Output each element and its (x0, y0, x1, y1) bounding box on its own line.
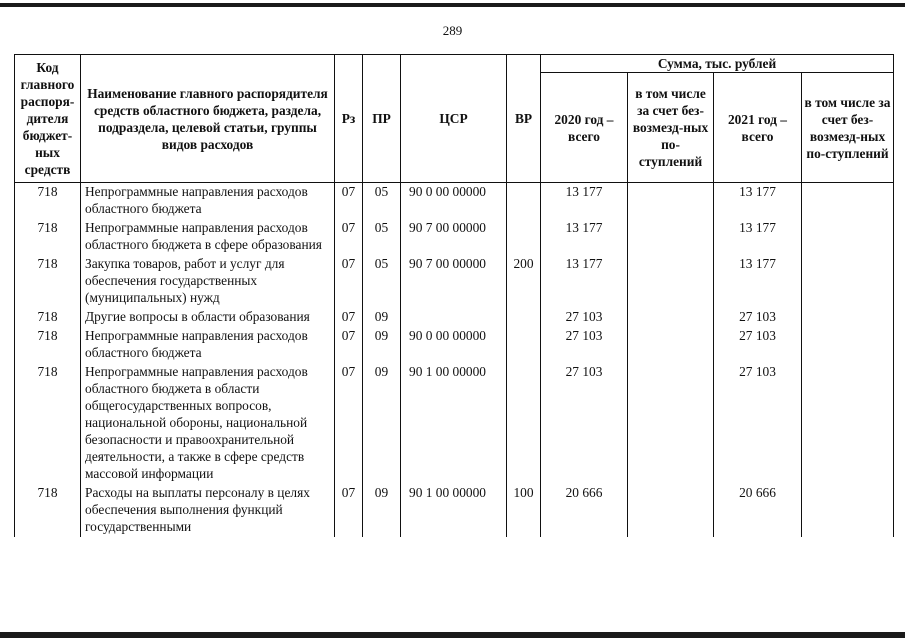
cell-vr: 100 (507, 484, 541, 537)
cell-2021-total: 13 177 (714, 219, 802, 255)
cell-2021-total: 13 177 (714, 183, 802, 220)
table-row (15, 327, 894, 363)
cell-2021-free (802, 363, 894, 484)
header-2020-total: 2020 год – всего (541, 73, 628, 183)
cell-code: 718 (15, 484, 81, 537)
header-csr: ЦСР (401, 55, 507, 183)
cell-vr: 200 (507, 255, 541, 308)
cell-vr (507, 219, 541, 255)
cell-2021-free (802, 327, 894, 363)
cell-code: 718 (15, 219, 81, 255)
table-row (15, 183, 894, 220)
header-2021-total: 2021 год – всего (714, 73, 802, 183)
cell-2020-total: 13 177 (541, 255, 628, 308)
header-rz: Рз (335, 55, 363, 183)
cell-2021-free (802, 255, 894, 308)
cell-2021-total: 27 103 (714, 308, 802, 327)
cell-rz: 07 (335, 363, 363, 484)
bottom-rule (0, 632, 905, 638)
cell-2021-free (802, 219, 894, 255)
cell-code: 718 (15, 183, 81, 220)
cell-2020-free (628, 183, 714, 220)
cell-rz: 07 (335, 183, 363, 220)
cell-2020-free (628, 308, 714, 327)
top-rule (0, 3, 905, 7)
cell-pr: 05 (363, 219, 401, 255)
cell-pr: 09 (363, 327, 401, 363)
header-sum: Сумма, тыс. рублей (541, 55, 894, 73)
cell-2021-free (802, 308, 894, 327)
cell-2020-free (628, 219, 714, 255)
table-row (15, 219, 894, 255)
cell-pr: 09 (363, 363, 401, 484)
cell-2020-total: 13 177 (541, 183, 628, 220)
cell-name: Непрограммные направления расходов областного бюджета (81, 183, 335, 220)
cell-name: Расходы на выплаты персоналу в целях обеспечения выполнения функций государственными (81, 484, 335, 537)
cell-pr: 05 (363, 183, 401, 220)
cell-2020-free (628, 484, 714, 537)
cell-vr (507, 308, 541, 327)
cell-2020-free (628, 327, 714, 363)
header-2021-free: в том числе за счет без-возмезд-ных по-ступлений (802, 73, 894, 183)
cell-2020-total: 27 103 (541, 327, 628, 363)
cell-pr: 09 (363, 308, 401, 327)
cell-name: Другие вопросы в области образования (81, 308, 335, 327)
cell-rz: 07 (335, 484, 363, 537)
cell-2020-total: 13 177 (541, 219, 628, 255)
cell-vr (507, 363, 541, 484)
header-2020-free: в том числе за счет без-возмезд-ных по-ступлений (628, 73, 714, 183)
cell-2020-free (628, 255, 714, 308)
cell-code: 718 (15, 363, 81, 484)
cell-csr: 90 0 00 00000 (401, 183, 507, 220)
header-pr: ПР (363, 55, 401, 183)
cell-2021-total: 13 177 (714, 255, 802, 308)
header-vr: ВР (507, 55, 541, 183)
page-number: 289 (442, 23, 463, 38)
cell-csr: 90 1 00 00000 (401, 484, 507, 537)
cell-code: 718 (15, 308, 81, 327)
cell-2021-total: 27 103 (714, 363, 802, 484)
cell-vr (507, 183, 541, 220)
header-name: Наименование главного распорядителя средств областного бюджета, раздела, подраздела, целевой статьи, группы видов расходов (81, 55, 335, 183)
cell-csr: 90 7 00 00000 (401, 255, 507, 308)
cell-csr (401, 308, 507, 327)
cell-2021-free (802, 183, 894, 220)
cell-vr (507, 327, 541, 363)
cell-code: 718 (15, 255, 81, 308)
cell-code: 718 (15, 327, 81, 363)
table-row (15, 484, 894, 537)
cell-2020-total: 20 666 (541, 484, 628, 537)
cell-csr: 90 1 00 00000 (401, 363, 507, 484)
cell-name: Закупка товаров, работ и услуг для обеспечения государственных (муниципальных) нужд (81, 255, 335, 308)
cell-name: Непрограммные направления расходов областного бюджета в сфере образования (81, 219, 335, 255)
cell-2020-total: 27 103 (541, 308, 628, 327)
cell-rz: 07 (335, 308, 363, 327)
table-row (15, 255, 894, 308)
table-row (15, 363, 894, 484)
cell-pr: 05 (363, 255, 401, 308)
cell-pr: 09 (363, 484, 401, 537)
cell-2020-free (628, 363, 714, 484)
cell-rz: 07 (335, 219, 363, 255)
cell-name: Непрограммные направления расходов областного бюджета (81, 327, 335, 363)
cell-rz: 07 (335, 255, 363, 308)
header-code: Код главного распоря-дителя бюджет-ных средств (15, 55, 81, 183)
cell-2021-total: 20 666 (714, 484, 802, 537)
cell-csr: 90 7 00 00000 (401, 219, 507, 255)
cell-2020-total: 27 103 (541, 363, 628, 484)
cell-name: Непрограммные направления расходов областного бюджета в области общегосударственных вопросов, национальной обороны, национальной безопасности и правоохранительной деятельности, а также в сфере средств массовой информации (81, 363, 335, 484)
cell-2021-free (802, 484, 894, 537)
cell-csr: 90 0 00 00000 (401, 327, 507, 363)
table-row (15, 308, 894, 327)
cell-2021-total: 27 103 (714, 327, 802, 363)
budget-table (14, 54, 894, 537)
cell-rz: 07 (335, 327, 363, 363)
